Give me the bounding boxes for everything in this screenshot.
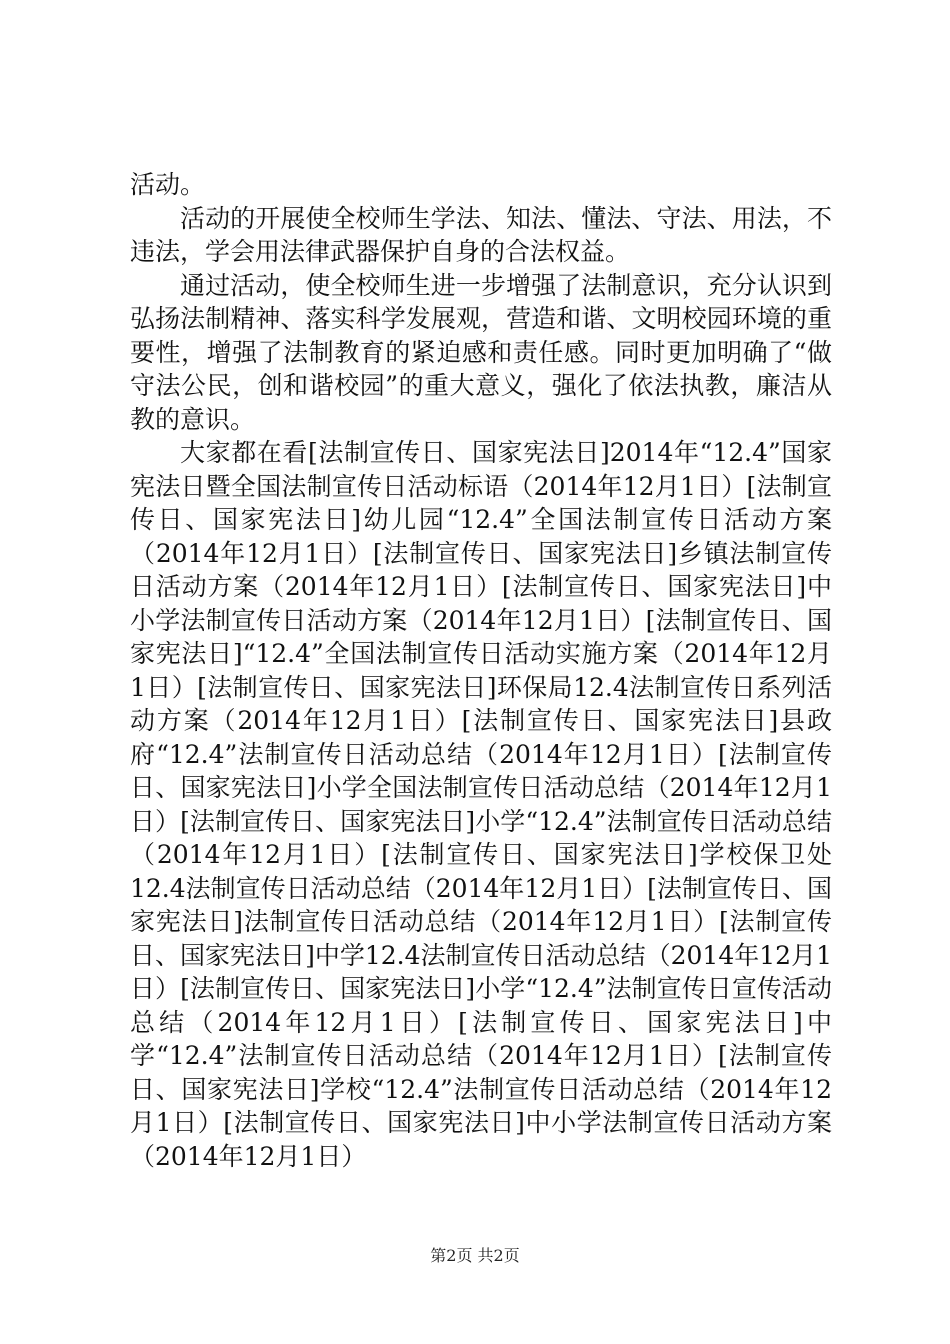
paragraph-continuation: 活动。 <box>130 170 206 199</box>
document-body <box>130 168 832 1173</box>
paragraph-benefits: 活动的开展使全校师生学法、知法、懂法、守法、用法，不违法，学会用法律武器保护自身的合法权益。 <box>130 203 832 266</box>
paragraph-outcomes: 通过活动，使全校师生进一步增强了法制意识，充分认识到弘扬法制精神、落实科学发展观，营造和谐、文明校园环境的重要性，增强了法制教育的紧迫感和责任感。同时更加明确了“做守法公民，创和谐校园”的重大意义，强化了依法执教，廉洁从教的意识。 <box>130 270 832 434</box>
page-number-footer: 第2页 共2页 <box>430 1246 520 1265</box>
paragraph-related-articles: 大家都在看[法制宣传日、国家宪法日]2014年“12.4”国家宪法日暨全国法制宣传日活动标语（2014年12月1日）[法制宣传日、国家宪法日]幼儿园“12.4”全国法制宣传日活动方案（2014年12月1日）[法制宣传日、国家宪法日]乡镇法制宣传日活动方案（2014年12月1日）[法制宣传日、国家宪法日]中小学法制宣传日活动方案（2014年12月1日）[法制宣传日、国家宪法日]“12.4”全国法制宣传日活动实施方案（2014年12月1日）[法制宣传日、国家宪法日]环保局12.4法制宣传日系列活动方案（2014年12月1日）[法制宣传日、国家宪法日]县政府“12.4”法制宣传日活动总结（2014年12月1日）[法制宣传日、国家宪法日]小学全国法制宣传日活动总结（2014年12月1日）[法制宣传日、国家宪法日]小学“12.4”法制宣传日活动总结（2014年12月1日）[法制宣传日、国家宪法日]学校保卫处12.4法制宣传日活动总结（2014年12月1日）[法制宣传日、国家宪法日]法制宣传日活动总结（2014年12月1日）[法制宣传日、国家宪法日]中学12.4法制宣传日活动总结（2014年12月1日）[法制宣传日、国家宪法日]小学“12.4”法制宣传日宣传活动总结（2014年12月1日）[法制宣传日、国家宪法日]中学“12.4”法制宣传日活动总结（2014年12月1日）[法制宣传日、国家宪法日]学校“12.4”法制宣传日活动总结（2014年12月1日）[法制宣传日、国家宪法日]中小学法制宣传日活动方案（2014年12月1日） <box>130 438 832 1171</box>
